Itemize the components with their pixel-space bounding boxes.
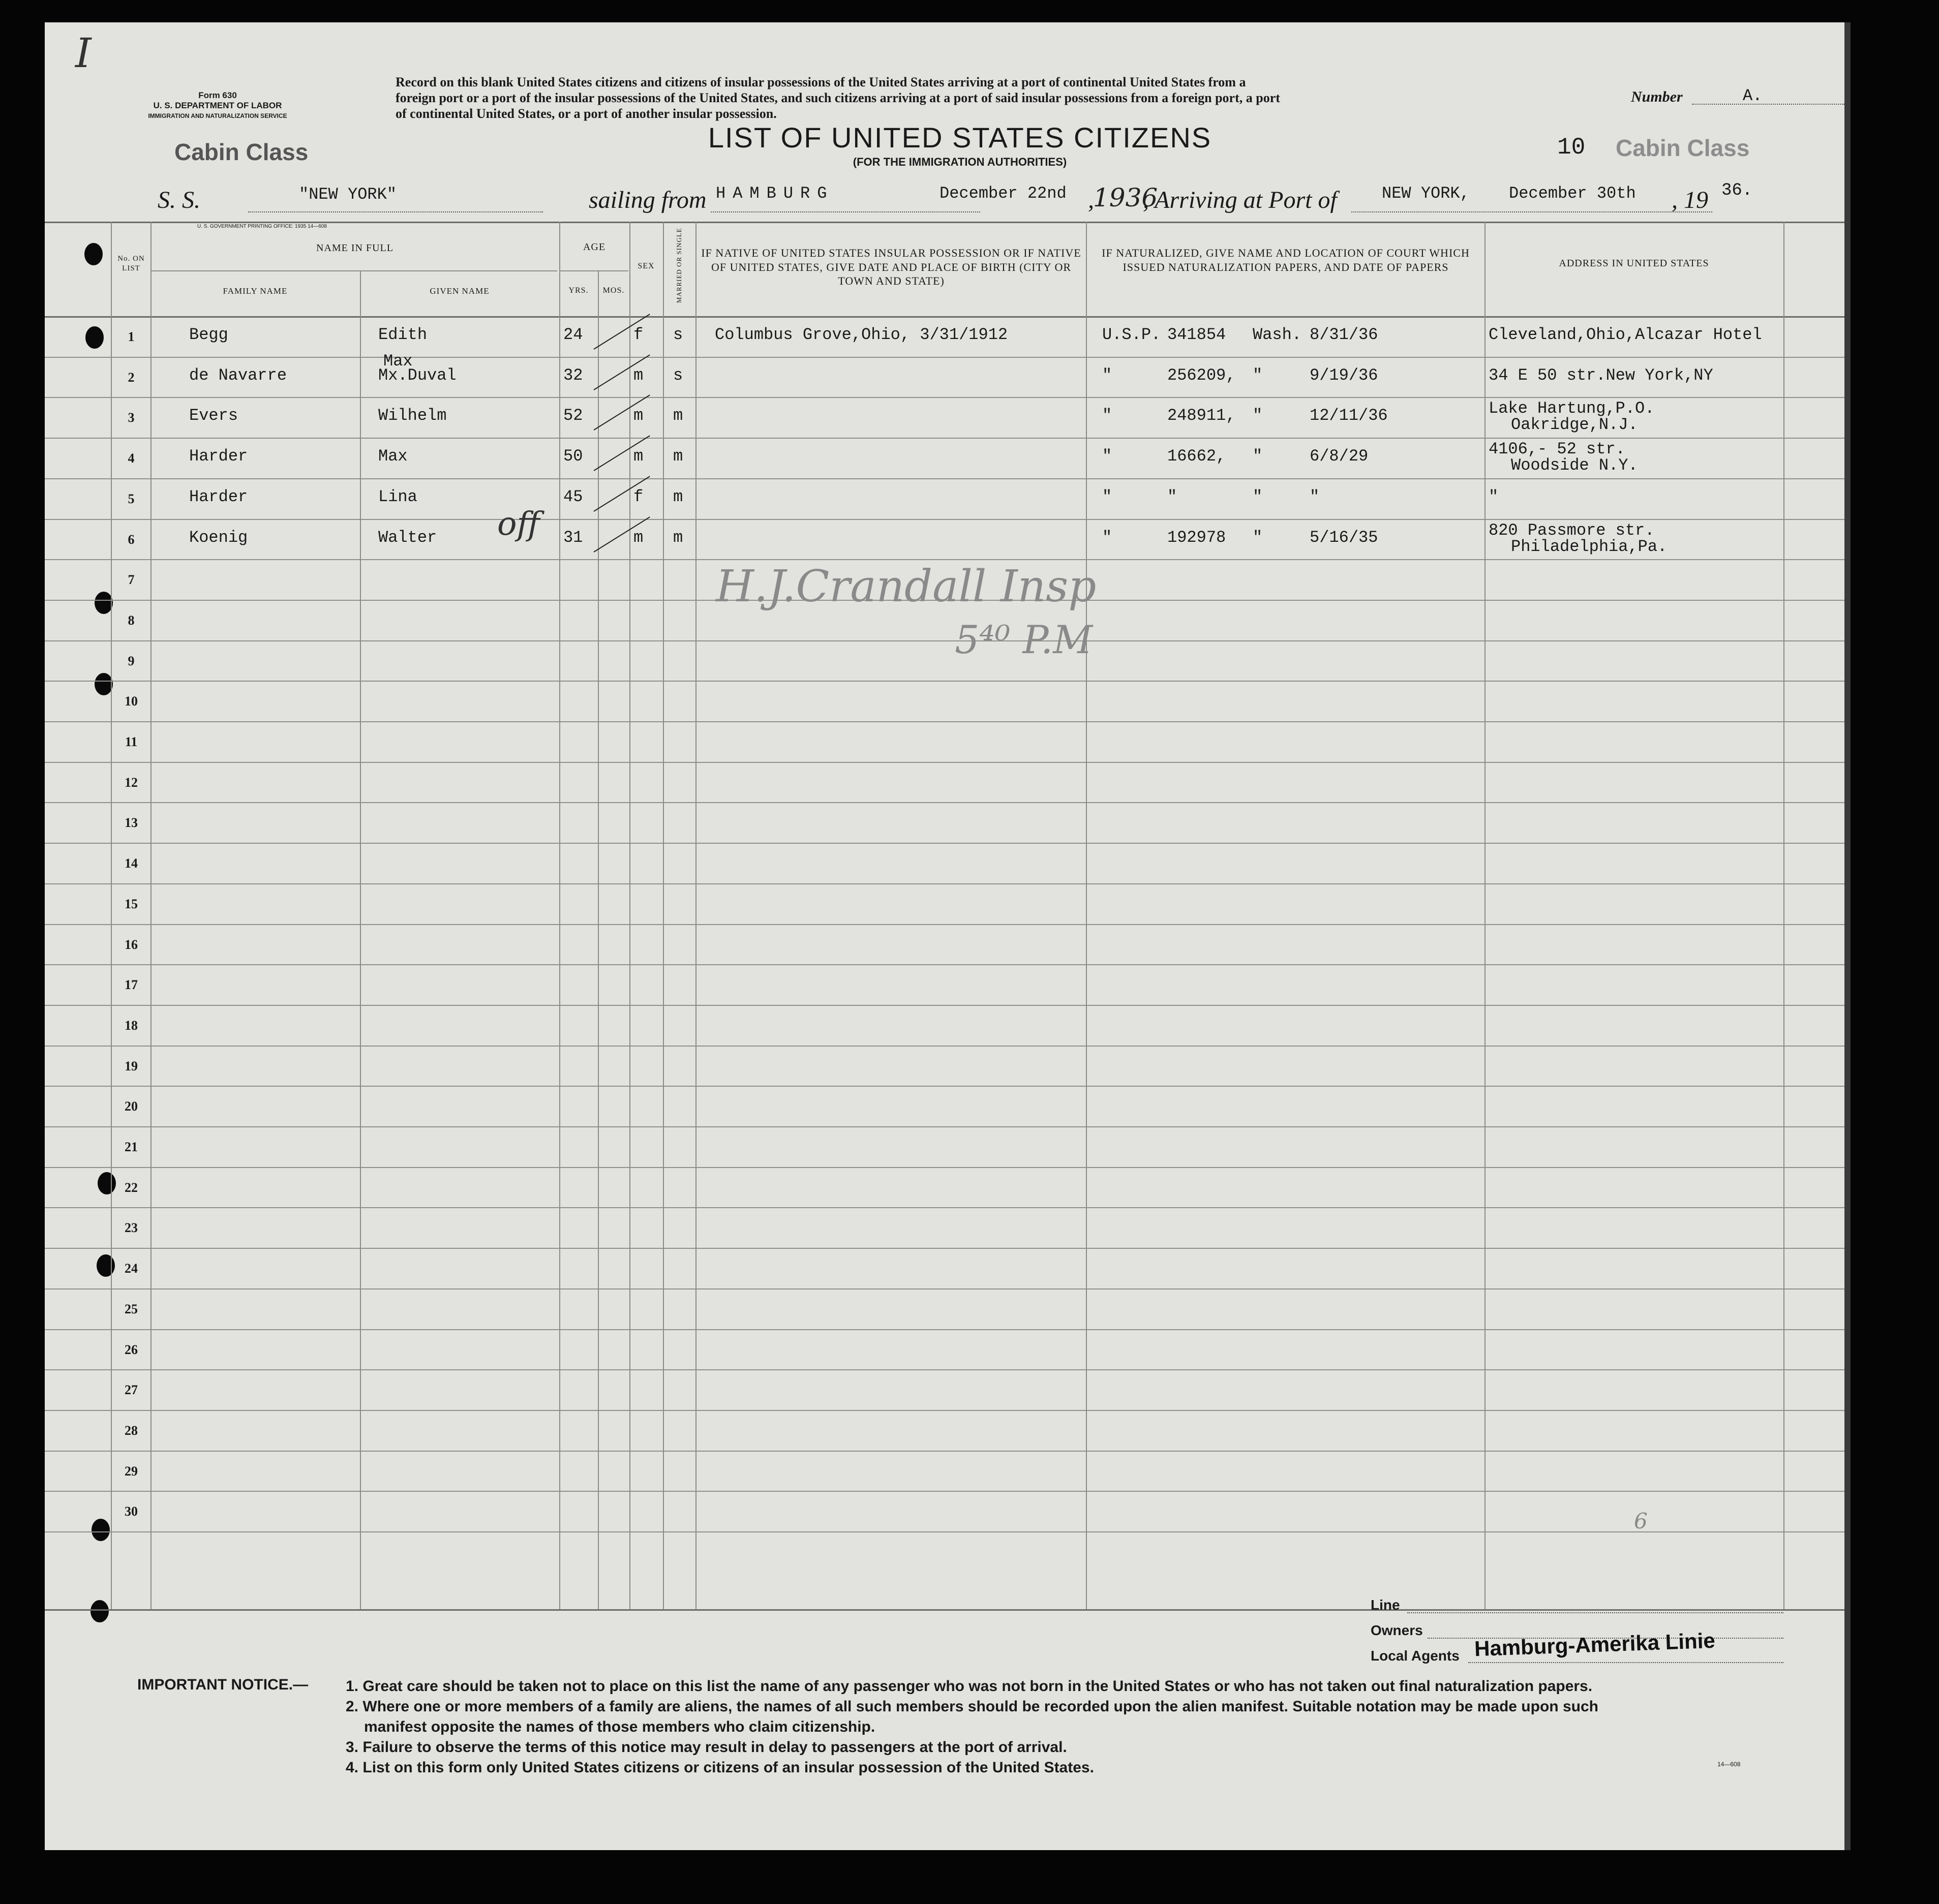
punch-hole xyxy=(90,1600,109,1622)
record-line: of continental United States, or a port of another insular possession. xyxy=(396,106,777,121)
naturalization-place: " xyxy=(1253,406,1263,425)
naturalization-place: " xyxy=(1253,528,1263,547)
ss-label: S. S. xyxy=(158,187,200,213)
naturalization-court: " xyxy=(1102,366,1112,385)
row-number: 26 xyxy=(125,1342,138,1357)
row-rule xyxy=(45,681,1851,682)
row-number: 13 xyxy=(125,815,138,830)
age-header-rule xyxy=(559,270,628,271)
sex: m xyxy=(633,406,644,425)
row-rule xyxy=(45,1288,1851,1289)
col-divider xyxy=(1086,222,1087,1609)
marital-status: s xyxy=(673,325,683,344)
row-rule xyxy=(45,1248,1851,1249)
naturalization-court: " xyxy=(1102,406,1112,425)
manifest-page xyxy=(45,22,1851,1850)
page-subtitle: (FOR THE IMMIGRATION AUTHORITIES) xyxy=(853,156,1067,168)
row-number: 5 xyxy=(128,492,135,506)
header-age: AGE xyxy=(583,241,606,253)
punch-hole xyxy=(98,1172,116,1194)
given-name: Lina xyxy=(378,487,417,506)
row-rule xyxy=(45,1329,1851,1330)
row-number: 21 xyxy=(125,1140,138,1154)
row-rule xyxy=(45,883,1851,884)
header-no-on-list: No. ON LIST xyxy=(117,255,145,272)
age-years: 31 xyxy=(563,528,583,547)
agents-label: Local Agents xyxy=(1371,1648,1460,1664)
family-name: Harder xyxy=(189,487,248,506)
row-rule xyxy=(45,1451,1851,1452)
form-code: 14—608 xyxy=(1717,1761,1741,1768)
row-number: 2 xyxy=(128,370,135,385)
notice-number: 1. xyxy=(346,1678,359,1695)
col-divider xyxy=(629,222,630,1609)
row-number: 29 xyxy=(125,1464,138,1479)
arrival-year: 36. xyxy=(1721,181,1753,200)
naturalization-number: 256209, xyxy=(1167,366,1236,385)
line-label: Line xyxy=(1371,1597,1400,1613)
row-number: 27 xyxy=(125,1383,138,1397)
row-number: 20 xyxy=(125,1099,138,1114)
row-rule xyxy=(45,924,1851,925)
table-bottom-border xyxy=(45,1609,1851,1611)
page-edge xyxy=(1844,22,1851,1850)
naturalization-place: Wash. xyxy=(1253,325,1302,344)
naturalization-court: " xyxy=(1102,447,1112,466)
form-number: Form 630 xyxy=(198,90,237,100)
given-name: Edith xyxy=(378,325,428,344)
notice-text: Where one or more members of a family are aliens, the names of all such members should be recorded upon the alien manifest. Suitable notation may be made upon such xyxy=(362,1698,1598,1715)
header-yrs: YRS. xyxy=(568,286,589,295)
inspection-time: 5⁴⁰ P.M xyxy=(955,617,1093,662)
row-rule xyxy=(45,964,1851,965)
naturalization-number: 192978 xyxy=(1167,528,1226,547)
col-divider xyxy=(360,270,361,1609)
from-port-line xyxy=(711,211,980,212)
row-rule xyxy=(45,1531,1851,1532)
row-rule xyxy=(45,1207,1851,1208)
given-name: Walter xyxy=(378,528,437,547)
header-address: ADDRESS IN UNITED STATES xyxy=(1559,258,1709,269)
row-rule xyxy=(45,1126,1851,1127)
form-id-block xyxy=(131,90,304,121)
row-number: 16 xyxy=(125,937,138,952)
row-number: 14 xyxy=(125,856,138,871)
marital-status: m xyxy=(673,487,683,506)
address-line-1: Lake Hartung,P.O. xyxy=(1489,399,1655,418)
form-service: IMMIGRATION AND NATURALIZATION SERVICE xyxy=(148,112,287,119)
cabin-class-stamp-left: Cabin Class xyxy=(174,139,309,165)
naturalization-number: 16662, xyxy=(1167,447,1226,466)
row-rule xyxy=(45,559,1851,560)
header-birth: IF NATIVE OF UNITED STATES INSULAR POSSESSION OR IF NATIVE OF UNITED STATES, GIVE DATE AND PLACE OF BIRTH (CITY OR TOWN AND STATE) xyxy=(701,247,1081,287)
row-5-mark: off xyxy=(497,505,540,543)
notice-text: List on this form only United States citizens or citizens of an insular possession of the United States. xyxy=(362,1759,1094,1776)
col-divider xyxy=(598,270,599,1609)
row-rule xyxy=(45,762,1851,763)
header-name-in-full: NAME IN FULL xyxy=(316,242,393,254)
row-rule xyxy=(45,1005,1851,1006)
address-line-1: Cleveland,Ohio,Alcazar Hotel xyxy=(1489,325,1762,344)
given-name: Wilhelm xyxy=(378,406,447,425)
age-years: 45 xyxy=(563,487,583,506)
notice-number: 3. xyxy=(346,1739,359,1756)
family-name: Begg xyxy=(189,325,228,344)
sex: f xyxy=(633,325,644,344)
naturalization-place: " xyxy=(1253,366,1263,385)
row-number: 8 xyxy=(128,613,135,628)
naturalization-date: 6/8/29 xyxy=(1310,447,1369,466)
address-line-2: Philadelphia,Pa. xyxy=(1511,537,1668,556)
row-number: 30 xyxy=(125,1504,138,1519)
printer-note: U. S. GOVERNMENT PRINTING OFFICE: 1935 14—608 xyxy=(197,224,327,229)
agent-stamp: Hamburg-Amerika Linie xyxy=(1474,1628,1716,1661)
page-title: LIST OF UNITED STATES CITIZENS xyxy=(708,121,1212,153)
family-name: de Navarre xyxy=(189,366,287,385)
age-years: 52 xyxy=(563,406,583,425)
header-bottom-border xyxy=(45,316,1851,318)
arriving-label: , Arriving at Port of xyxy=(1143,187,1337,213)
address-line-1: 34 E 50 str.New York,NY xyxy=(1489,366,1713,385)
row-rule xyxy=(45,1046,1851,1047)
owners-label: Owners xyxy=(1371,1622,1423,1638)
punch-hole xyxy=(92,1519,110,1541)
ship-line xyxy=(248,211,543,212)
row-number: 18 xyxy=(125,1018,138,1033)
age-years: 24 xyxy=(563,325,583,344)
naturalization-date: " xyxy=(1310,487,1320,506)
age-years: 50 xyxy=(563,447,583,466)
naturalization-place: " xyxy=(1253,447,1263,466)
header-sex: SEX xyxy=(638,262,655,270)
notice-text: Great care should be taken not to place on this list the name of any passenger who was not born in the United States or who has not taken out final naturalization papers. xyxy=(362,1678,1593,1695)
line-rule xyxy=(1407,1612,1783,1613)
address-line-1: 4106,- 52 str. xyxy=(1489,440,1625,458)
family-name: Harder xyxy=(189,447,248,466)
notice-item xyxy=(346,1697,1830,1717)
col-divider xyxy=(695,222,696,1609)
row-number: 6 xyxy=(128,532,135,547)
row-rule xyxy=(45,397,1851,398)
naturalization-date: 9/19/36 xyxy=(1310,366,1378,385)
row-rule xyxy=(45,519,1851,520)
col-divider xyxy=(150,222,152,1609)
given-name: Mx.Duval xyxy=(378,366,457,385)
naturalization-court: U.S.P. xyxy=(1102,325,1161,344)
header-married-single: MARRIED OR SINGLE xyxy=(675,228,683,303)
row-number: 22 xyxy=(125,1180,138,1195)
row-number: 9 xyxy=(128,654,135,668)
row-number: 19 xyxy=(125,1059,138,1073)
header-mos: MOS. xyxy=(602,286,625,295)
row-rule xyxy=(45,802,1851,803)
row-number: 11 xyxy=(125,734,138,749)
margin-mark: I xyxy=(75,29,92,77)
name-header-rule xyxy=(150,270,557,271)
notice-title: IMPORTANT NOTICE.— xyxy=(137,1676,309,1693)
row-rule xyxy=(45,1086,1851,1087)
inspector-signature: H.J.Crandall Insp xyxy=(716,561,1097,612)
sex: m xyxy=(633,447,644,466)
header-family-name: FAMILY NAME xyxy=(223,286,288,296)
row-number: 28 xyxy=(125,1423,138,1438)
row-number: 25 xyxy=(125,1302,138,1316)
row-number: 3 xyxy=(128,410,135,425)
ship-name: "NEW YORK" xyxy=(299,185,397,204)
from-port: HAMBURG xyxy=(716,184,834,203)
col-divider xyxy=(559,222,560,1609)
sailing-label: sailing from xyxy=(589,187,707,213)
depart-date: December 22nd xyxy=(940,184,1067,203)
row-number: 7 xyxy=(128,572,135,587)
naturalization-date: 5/16/35 xyxy=(1310,528,1378,547)
notice-list xyxy=(346,1676,1830,1778)
sex: m xyxy=(633,528,644,547)
number-label: Number xyxy=(1631,88,1683,105)
header-naturalized: IF NATURALIZED, GIVE NAME AND LOCATION OF COURT WHICH ISSUED NATURALIZATION PAPERS, AND DATE OF PAPERS xyxy=(1102,247,1470,273)
row-rule xyxy=(45,640,1851,641)
arrival-date: December 30th xyxy=(1509,184,1636,203)
row-rule xyxy=(45,843,1851,844)
row-number: 10 xyxy=(125,694,138,709)
given-name: Max xyxy=(378,447,408,466)
row-rule xyxy=(45,357,1851,358)
row-number: 4 xyxy=(128,451,135,466)
marital-status: m xyxy=(673,406,683,425)
naturalization-number: " xyxy=(1167,487,1177,506)
naturalization-court: " xyxy=(1102,487,1112,506)
family-name: Koenig xyxy=(189,528,248,547)
notice-number: 2. xyxy=(346,1698,359,1715)
address-line-2: Oakridge,N.J. xyxy=(1511,415,1638,434)
row-rule xyxy=(45,1410,1851,1411)
age-years: 32 xyxy=(563,366,583,385)
notice-item xyxy=(346,1758,1830,1778)
col-divider xyxy=(111,222,112,1609)
arrival-port: NEW YORK, xyxy=(1382,184,1470,203)
address-line-1: 820 Passmore str. xyxy=(1489,521,1655,540)
punch-hole xyxy=(85,326,104,349)
record-instructions xyxy=(396,74,1280,121)
row-rule xyxy=(45,721,1851,722)
form-dept: U. S. DEPARTMENT OF LABOR xyxy=(153,101,282,110)
depart-year-prefix: , xyxy=(1088,187,1094,213)
agents-rule xyxy=(1468,1662,1783,1663)
sex: f xyxy=(633,487,644,506)
row-number: 12 xyxy=(125,775,138,790)
record-line: foreign port or a port of the insular possessions of the United States, and such citizens arriving at a port of said insular possessions from a foreign port, a port xyxy=(396,90,1280,105)
address-line-2: Woodside N.Y. xyxy=(1511,456,1638,475)
punch-hole xyxy=(97,1254,115,1277)
notice-item xyxy=(346,1737,1830,1758)
cabin-class-stamp-right: Cabin Class xyxy=(1616,135,1750,161)
row-rule xyxy=(45,478,1851,479)
row-number: 17 xyxy=(125,977,138,992)
address-line-1: " xyxy=(1489,487,1499,506)
table-top-border xyxy=(45,222,1851,223)
naturalization-number: 341854 xyxy=(1167,325,1226,344)
naturalization-date: 12/11/36 xyxy=(1310,406,1388,425)
sheet-number: 10 xyxy=(1557,134,1586,161)
marital-status: m xyxy=(673,528,683,547)
row-rule xyxy=(45,1491,1851,1492)
number-line xyxy=(1692,104,1844,105)
row-rule xyxy=(45,438,1851,439)
marital-status: m xyxy=(673,447,683,466)
marital-status: s xyxy=(673,366,683,385)
header-given-name: GIVEN NAME xyxy=(430,286,490,296)
row-number: 1 xyxy=(128,329,135,344)
family-name: Evers xyxy=(189,406,238,425)
punch-hole xyxy=(84,243,103,265)
naturalization-number: 248911, xyxy=(1167,406,1236,425)
naturalization-place: " xyxy=(1253,487,1263,506)
page-mark: 6 xyxy=(1634,1509,1648,1533)
year-prefix: , 19 xyxy=(1672,187,1708,213)
notice-text: Failure to observe the terms of this notice may result in delay to passengers at the port of arrival. xyxy=(362,1739,1067,1756)
naturalization-court: " xyxy=(1102,528,1112,547)
row-rule xyxy=(45,1369,1851,1370)
notice-item xyxy=(346,1676,1830,1697)
row-number: 15 xyxy=(125,897,138,911)
col-divider xyxy=(1783,222,1784,1609)
birth-place-date: Columbus Grove,Ohio, 3/31/1912 xyxy=(715,325,1008,344)
given-name-correction: Max xyxy=(383,352,413,371)
record-line: Record on this blank United States citizens and citizens of insular possessions of the United States arriving at a port of continental United States from a xyxy=(396,75,1246,89)
row-number: 24 xyxy=(125,1261,138,1276)
number-value: A. xyxy=(1743,86,1763,105)
sex: m xyxy=(633,366,644,385)
col-divider xyxy=(1484,222,1486,1609)
row-rule xyxy=(45,1167,1851,1168)
arrival-line xyxy=(1351,211,1712,212)
punch-hole xyxy=(95,592,113,614)
depart-year: 1936 xyxy=(1093,183,1158,212)
punch-hole xyxy=(95,673,113,695)
row-number: 23 xyxy=(125,1220,138,1235)
notice-number: 4. xyxy=(346,1759,359,1776)
col-divider xyxy=(663,222,664,1609)
notice-item-continued: manifest opposite the names of those members who claim citizenship. xyxy=(364,1718,875,1735)
naturalization-date: 8/31/36 xyxy=(1310,325,1378,344)
